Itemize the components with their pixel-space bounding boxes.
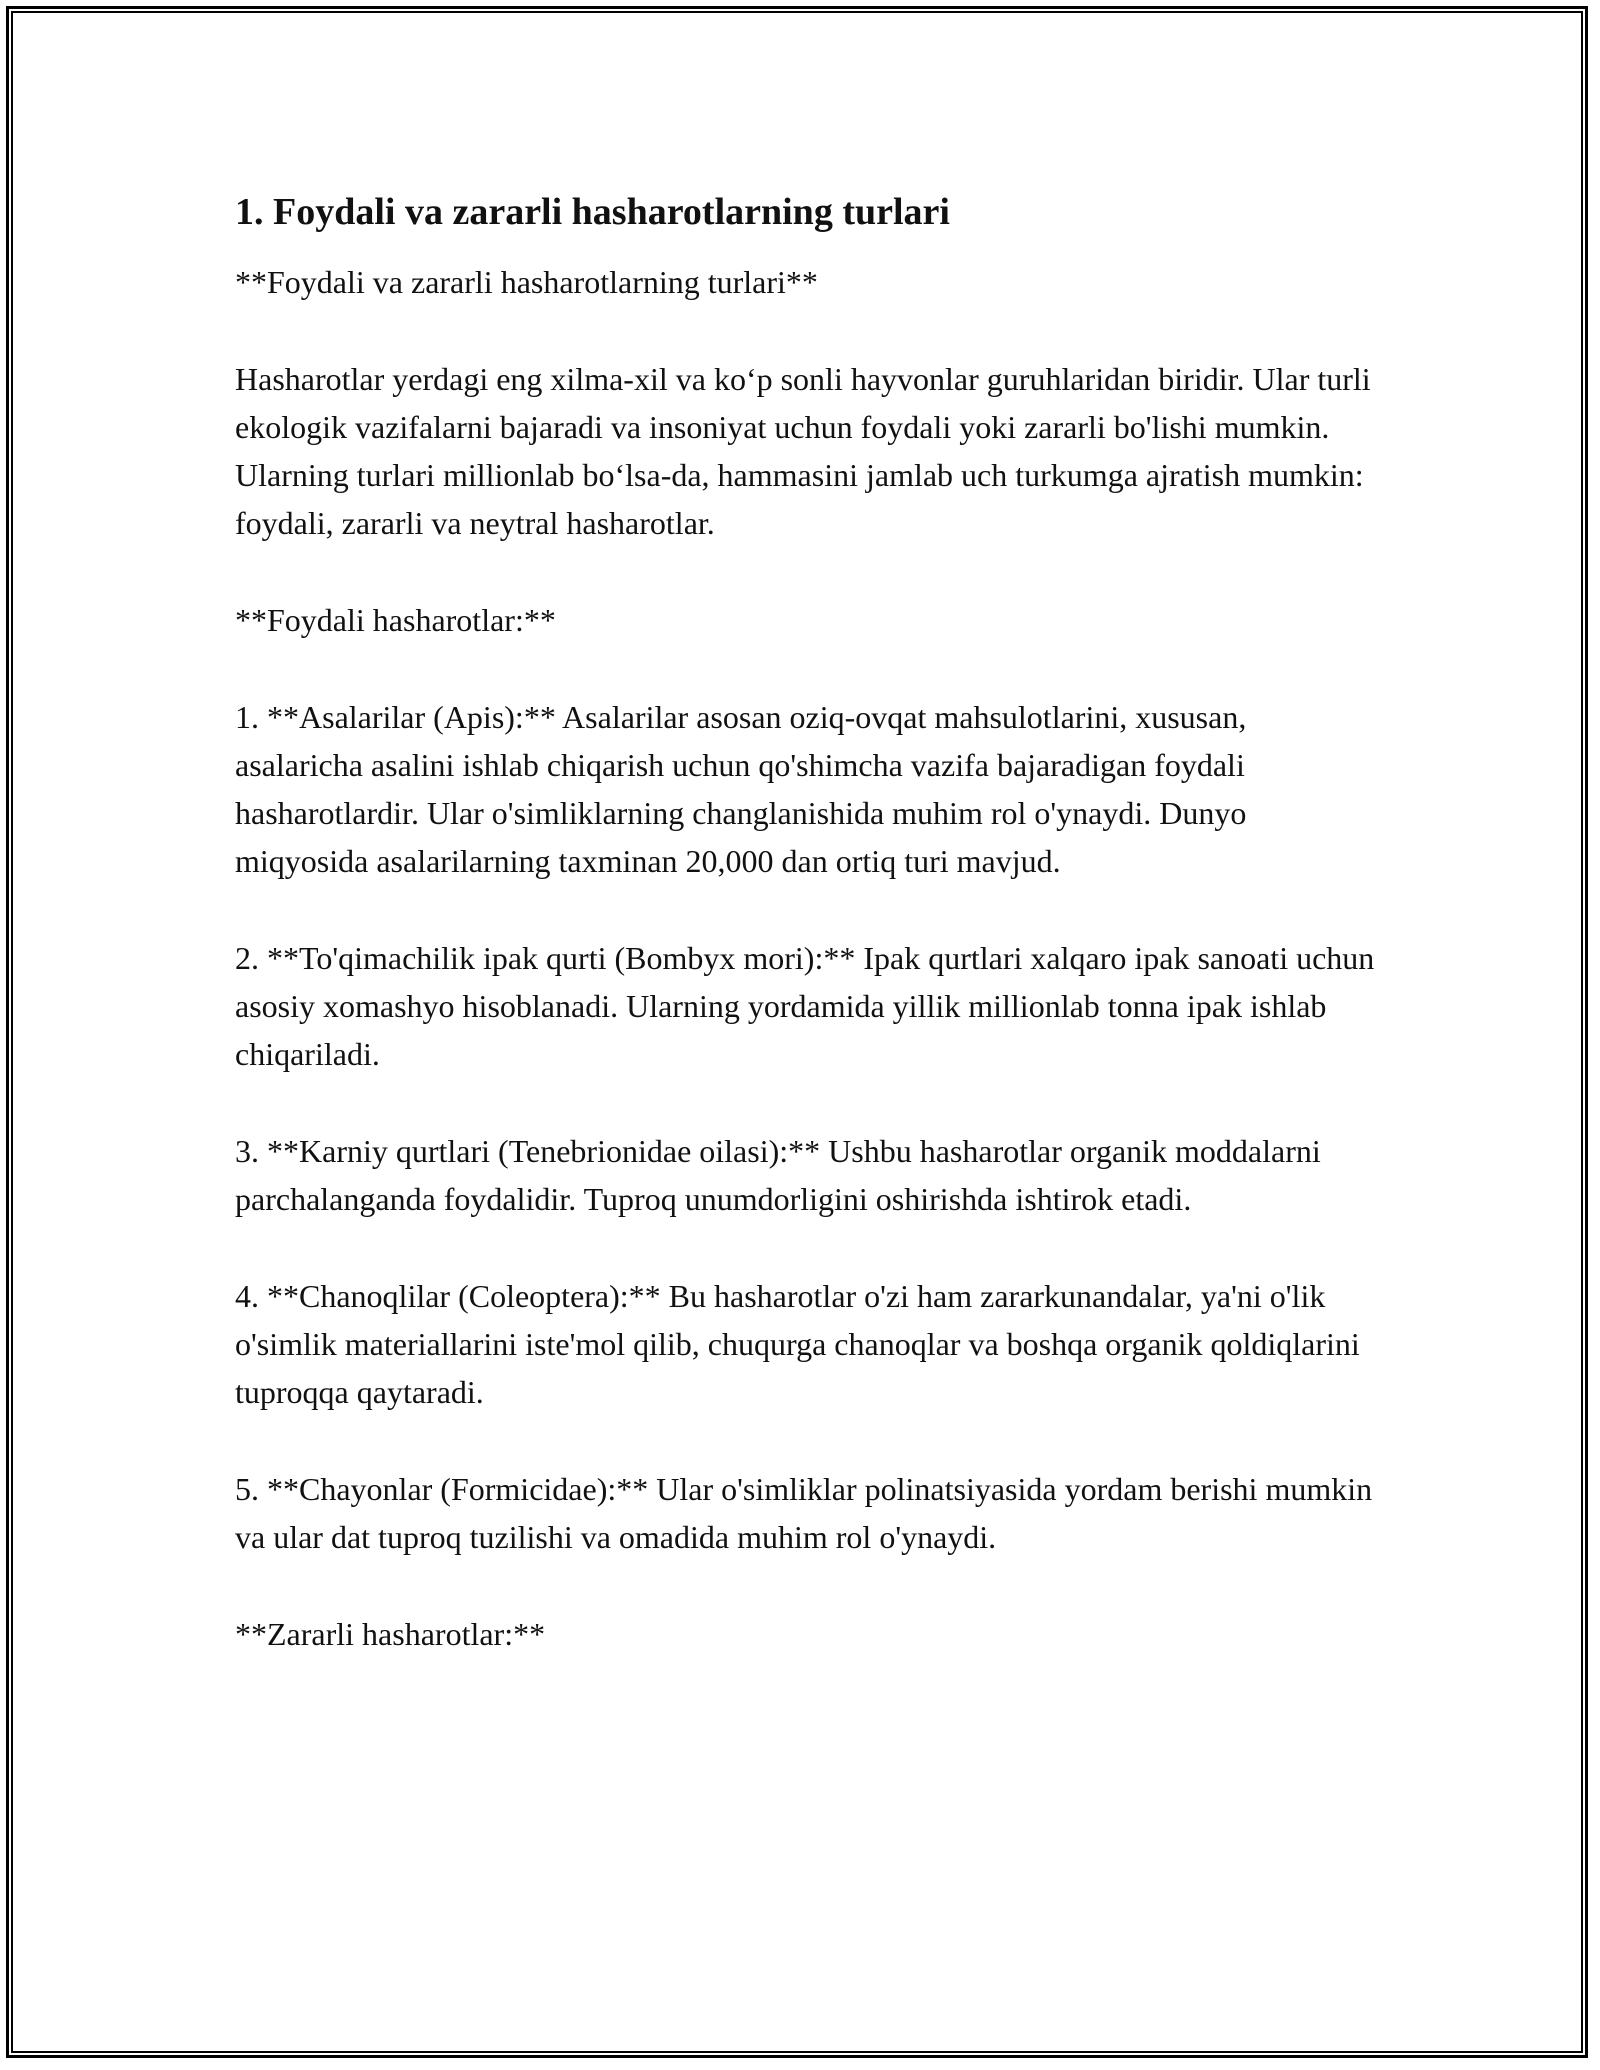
document-body bbox=[235, 186, 1375, 1707]
list-item-bees: 1. **Asalarilar (Apis):** Asalarilar asosan oziq-ovqat mahsulotlarini, xususan, asalaricha asalini ishlab chiqarish uchun qo'shimcha vazifa bajaradigan foydali hasharotlardir. Ular o'simliklarning changlanishida muhim rol o'ynaydi. Dunyo miqyosida asalarilarning taxminan 20,000 dan ortiq turi mavjud. bbox=[235, 699, 1247, 879]
intro-paragraph: Hasharotlar yerdagi eng xilma-xil va koʻp sonli hayvonlar guruhlaridan biridir. Ular turli ekologik vazifalarni bajaradi va insoniyat uchun foydali yoki zararli bo'lishi mumkin. Ularning turlari millionlab boʻlsa-da, hammasini jamlab uch turkumga ajratish mumkin: foydali, zararli va neytral hasharotlar. bbox=[235, 361, 1371, 541]
subtitle-paragraph: **Foydali va zararli hasharotlarning turlari** bbox=[235, 264, 818, 300]
list-item-darkling-beetles: 3. **Karniy qurtlari (Tenebrionidae oilasi):** Ushbu hasharotlar organik moddalarni parchalanganda foydalidir. Tuproq unumdorligini oshirishda ishtirok etadi. bbox=[235, 1133, 1321, 1217]
harmful-insects-heading: **Zararli hasharotlar:** bbox=[235, 1616, 546, 1652]
useful-insects-heading: **Foydali hasharotlar:** bbox=[235, 602, 556, 638]
list-item-silkworm: 2. **To'qimachilik ipak qurti (Bombyx mori):** Ipak qurtlari xalqaro ipak sanoati uchun asosiy xomashyo hisoblanadi. Ularning yordamida yillik millionlab tonna ipak ishlab chiqariladi. bbox=[235, 940, 1375, 1072]
list-item-formicidae: 5. **Chayonlar (Formicidae):** Ular o'simliklar polinatsiyasida yordam berishi mumkin va ular dat tuproq tuzilishi va omadida muhim rol o'ynaydi. bbox=[235, 1471, 1373, 1555]
list-item-coleoptera: 4. **Chanoqlilar (Coleoptera):** Bu hasharotlar o'zi ham zararkunandalar, ya'ni o'lik o'simlik materiallarini iste'mol qilib, chuqurga chanoqlar va boshqa organik qoldiqlarini tuproqqa qaytaradi. bbox=[235, 1278, 1360, 1410]
section-heading: 1. Foydali va zararli hasharotlarning turlari bbox=[235, 191, 950, 233]
